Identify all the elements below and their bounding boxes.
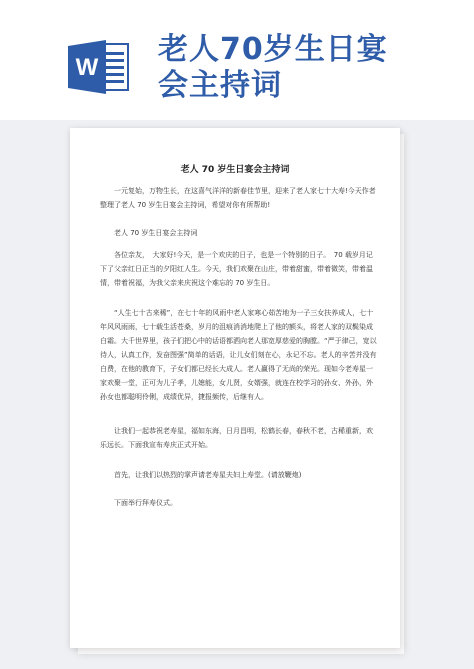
document-title: 老人 70 岁生日宴会主持词	[180, 165, 290, 175]
page-title	[158, 32, 388, 104]
paragraph-applause: 首先，让我们以热烈的掌声请老寿星夫妇上寿堂。(请放鞭炮)	[114, 471, 302, 479]
header-banner	[0, 0, 474, 120]
title-line-2: 会主持词	[158, 68, 282, 103]
paragraph-blessing: 让我们一起恭祝老寿星，福如东海，日月昌明，松鹤长春，春秋不老，古稀重新，欢乐远长。下面我宣布寿庆正式开始。	[100, 427, 373, 449]
title-line-1: 老人70岁生日宴	[158, 32, 388, 67]
paragraph-greeting: 各位亲友， 大家好!今天，是一个欢庆的日子，也是一个特别的日子。 70 载岁月记下了父亲红日正当的夕阳红人生。今天，我们欢聚在山庄，带着甜蜜，带着微笑，带着温情，带着祝福，为我父亲来庆祝这个难忘的 70 岁生日。	[100, 251, 373, 287]
document-page	[70, 128, 400, 648]
paragraph-tribute: “人生七十古来稀”，在七十年的风雨中老人家寒心茹苦地为一子三女扶养成人，七十年风风雨雨，七十载生活苍桑，岁月的沮痕消消地爬上了他的额头，将老人家的双鬓染成白霜。大千世界里，孩子们把心中的话语都洒向老人那宽厚慈爱的胸膛。“严于律己，宽以待人，认真工作，发奋图强”简单的话语，让儿女们刻在心，永记不忘。老人的辛苦并没有白费，在他的教育下，子女们都已经长大成人。老人赢得了无尚的荣光。现如今老寿星一家欢聚一堂，正可为儿子孝，儿媳能，女儿贤，女婿强，就连在校学习的孙女、外孙，外孙女也都聪明伶俐，成绩优异，捷报频传，后继有人。	[100, 309, 377, 401]
paragraph-intro: 一元复始，万物生长，在这喜气洋洋的新春佳节里，迎来了老人家七十大寿!今天作者整理了老人 70 岁生日宴会主持词，希望对你有所帮助!	[100, 187, 376, 209]
logo-letter: W	[75, 54, 99, 81]
paragraph-subtitle: 老人 70 岁生日宴会主持词	[114, 229, 198, 237]
word-document-icon	[68, 38, 130, 96]
paragraph-ceremony: 下面举行拜寿仪式。	[114, 499, 177, 507]
